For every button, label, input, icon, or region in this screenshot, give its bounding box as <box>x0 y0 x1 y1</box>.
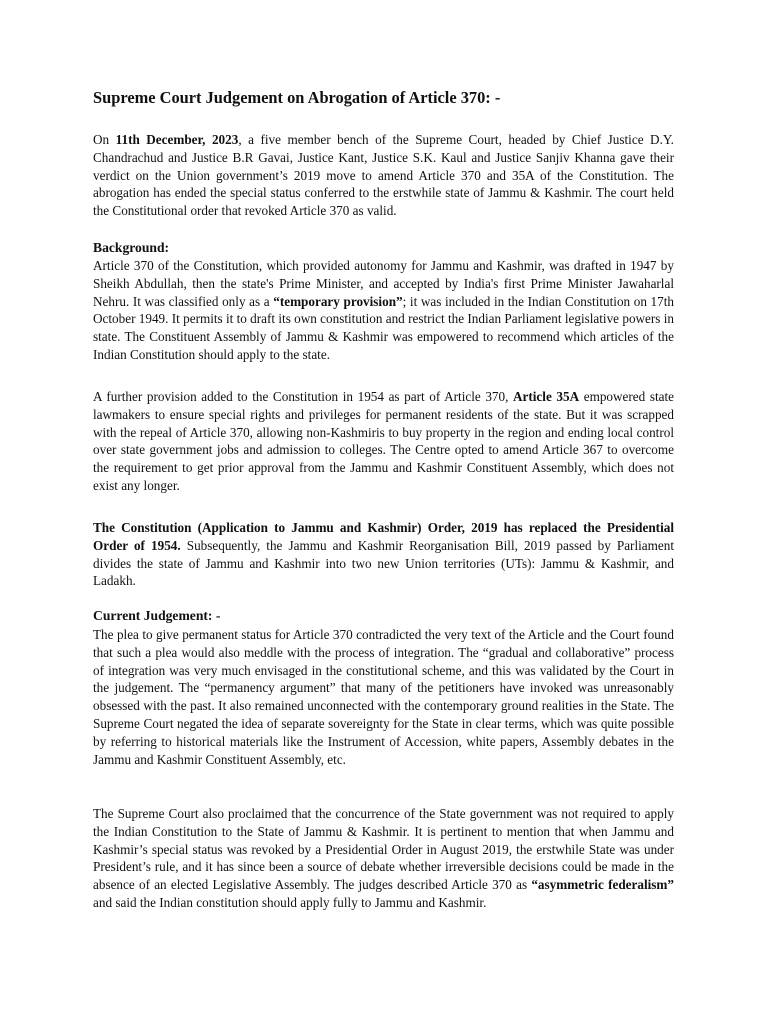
intro-lead: On <box>93 132 116 147</box>
current-p2-text-a: The Supreme Court also proclaimed that the concurrence of the State government was not required to apply the Indian Constitution to the State of Jammu & Kashmir. It is pertinent to mention that when Jammu and Kashmir’s special status was revoked by a Presidential Order in August 2019, the erstwhile State was under President’s rule, and it has since been a source of debate whether irreversible decisions could be made in the absence of an elected Legislative Assembly. The judges described Article 370 as <box>93 806 674 893</box>
constitution-order-statement: The Constitution (Application to Jammu and Kashmir) Order, 2019 has replaced the Presidential Order of 1954. <box>93 520 674 553</box>
asymmetric-federalism-term: “asymmetric federalism” <box>531 877 674 893</box>
background-p2-text-b: empowered state lawmakers to ensure special rights and privileges for permanent residents of the state. But it was scrapped with the repeal of Article 370, allowing non-Kashmiris to buy property in the region and ending local control over state government jobs and admission to colleges. The Centre opted to amend Article 367 to overcome the requirement to get prior approval from the Jammu and Kashmir Constituent Assembly, which does not exist any longer. <box>93 389 675 493</box>
current-judgement-paragraph-1: The plea to give permanent status for Article 370 contradicted the very text of the Article and the Court found that such a plea would also meddle with the process of integration. The “gradual and collaborative” process of integration was very much envisaged in the constitutional scheme, and this was validated by the Court in the judgement. The “permanency argument” that many of the petitioners have invoked was unreasonably obsessed with the past. It also remained unconnected with the contemporary ground realities in the State. The Supreme Court negated the idea of separate sovereignty for the State in clear terms, which was quite possible by referring to historical materials like the Instrument of Accession, white papers, Assembly debates in the Jammu and Kashmir Constituent Assembly, etc. <box>93 627 674 767</box>
intro-paragraph <box>93 131 674 220</box>
background-heading: Background: <box>93 240 170 255</box>
background-p2-text-a: A further provision added to the Constitution in 1954 as part of Article 370, <box>93 389 513 404</box>
current-judgement-paragraph-2 <box>93 805 674 912</box>
background-p1-text-b: ; it was included in the Indian Constitution on 17th October 1949. It permits it to draft its own constitution and restrict the Indian Parliament legislative powers in state. The Constituent Assembly of Jammu & Kashmir was empowered to recommend which articles of the Indian Constitution should apply to the state. <box>93 293 675 362</box>
article-35a-term: Article 35A <box>513 389 580 404</box>
background-paragraph-2 <box>93 388 674 495</box>
background-p1-text-a: Article 370 of the Constitution, which provided autonomy for Jammu and Kashmir, was drafted in 1947 by Sheikh Abdullah, then the state's Prime Minister, and accepted by India's first Prime Minister Jawaharlal Nehru. It was classified only as a <box>93 258 674 309</box>
temporary-provision-term: “temporary provision” <box>273 293 403 309</box>
intro-text: , a five member bench of the Supreme Court, headed by Chief Justice D.Y. Chandrachud and Justice B.R Gavai, Justice Kant, Justice S.K. Kaul and Justice Sanjiv Khanna gave their verdict on the Union government’s 2019 move to amend Article 370 and 35A of the Constitution. The abrogation has ended the special status conferred to the erstwhile state of Jammu & Kashmir. The court held the Constitutional order that revoked Article 370 as valid. <box>93 132 674 219</box>
current-judgement-heading: Current Judgement: - <box>93 608 221 623</box>
current-p2-text-b: and said the Indian constitution should apply fully to Jammu and Kashmir. <box>93 894 487 910</box>
verdict-date: 11th December, 2023 <box>115 132 239 147</box>
background-p3-text: Subsequently, the Jammu and Kashmir Reorganisation Bill, 2019 passed by Parliament divides the state of Jammu and Kashmir into two new Union territories (UTs): Jammu & Kashmir, and Ladakh. <box>93 537 674 589</box>
document-title: Supreme Court Judgement on Abrogation of Article 370: - <box>93 88 501 107</box>
background-paragraph-1 <box>93 257 674 364</box>
background-paragraph-3 <box>93 519 674 590</box>
